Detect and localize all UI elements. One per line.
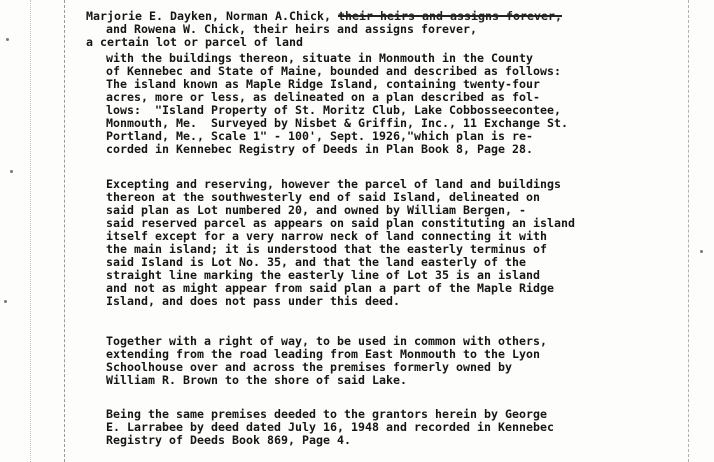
description-line: Monmouth, Me. Surveyed by Nisbet & Griffin, Inc., 11 Exchange St. [106, 116, 569, 130]
excepting-line: straight line marking the easterly line of Lot 35 is an island [106, 268, 541, 282]
excepting-line: Island, and does not pass under this deed. [106, 294, 401, 308]
being-same-line: Registry of Deeds Book 869, Page 4. [106, 433, 352, 447]
excepting-line: and not as might appear from said plan a part of the Maple Ridge [106, 281, 555, 295]
excepting-line: said Island is Lot No. 35, and that the land easterly of the [106, 255, 527, 269]
description-line: of Kennebec and State of Maine, bounded and described as follows: [106, 64, 562, 78]
right-of-way-line: William R. Brown to the shore of said Lake. [106, 373, 408, 387]
excepting-line: said reserved parcel as appears on said plan constituting an island [106, 216, 576, 230]
right-of-way-line: Together with a right of way, to be used in common with others, [106, 334, 548, 348]
scan-speck [10, 170, 13, 173]
left-margin-dotted-rule [30, 0, 32, 462]
granting-line-2: and Rowena W. Chick, their heirs and assigns forever, [106, 22, 478, 36]
description-line: Portland, Me., Scale 1" - 100', Sept. 1926,"which plan is re- [106, 129, 534, 143]
right-margin-rule [688, 0, 690, 462]
being-same-line: E. Larrabee by deed dated July 16, 1948 and recorded in Kennebec [106, 420, 555, 434]
left-margin-rule [64, 0, 66, 462]
being-same-line: Being the same premises deeded to the grantors herein by George [106, 407, 548, 421]
excepting-line: itself except for a very narrow neck of land connecting it with [106, 229, 548, 243]
scan-speck [4, 300, 7, 303]
description-line: corded in Kennebec Registry of Deeds in Plan Book 8, Page 28. [106, 142, 534, 156]
excepting-line: said plan as Lot numbered 20, and owned by William Bergen, - [106, 203, 527, 217]
excepting-line: the main island; it is understood that the easterly terminus of [106, 242, 548, 256]
description-line: The island known as Maple Ridge Island, containing twenty-four [106, 77, 541, 91]
right-of-way-line: extending from the road leading from East Monmouth to the Lyon [106, 347, 541, 361]
description-line: with the buildings thereon, situate in Monmouth in the County [106, 51, 534, 65]
excepting-line: thereon at the southwesterly end of said Island, delineated on [106, 190, 541, 204]
grantor-names: Marjorie E. Dayken, Norman A.Chick, [86, 9, 339, 23]
struck-out-text: their heirs and assigns forever, [338, 9, 563, 23]
description-line: lows: "Island Property of St. Moritz Club, Lake Cobbosseecontee, [106, 103, 562, 117]
description-line: acres, more or less, as delineated on a plan described as fol- [106, 90, 541, 104]
scan-speck [6, 38, 9, 41]
scan-speck [700, 250, 703, 253]
granting-line-3: a certain lot or parcel of land [86, 35, 304, 49]
right-of-way-line: Schoolhouse over and across the premises formerly owned by [106, 360, 513, 374]
excepting-line: Excepting and reserving, however the parcel of land and buildings [106, 177, 562, 191]
